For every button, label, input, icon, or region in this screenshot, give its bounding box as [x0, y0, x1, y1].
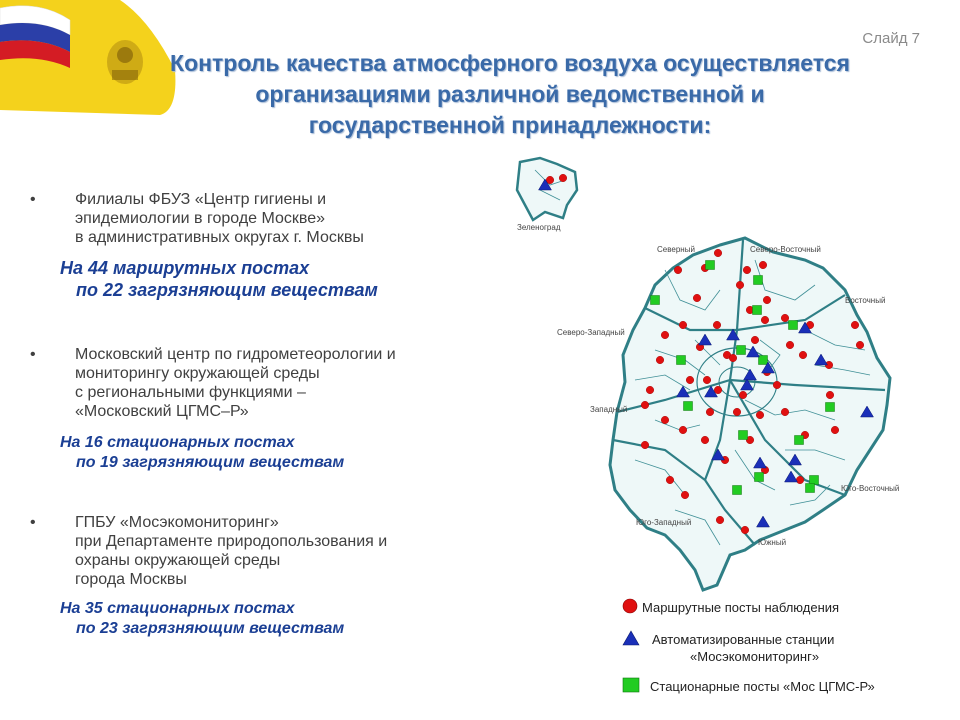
route-post-marker [714, 386, 722, 394]
route-post-marker [736, 281, 744, 289]
stationary-post-marker [706, 261, 715, 270]
route-post-marker [641, 441, 649, 449]
route-post-marker [751, 336, 759, 344]
item-text: «Московский ЦГМС–Р» [75, 403, 249, 420]
route-post-marker [799, 351, 807, 359]
route-post-marker [781, 314, 789, 322]
label-west: Западный [590, 405, 628, 414]
route-post-marker [763, 296, 771, 304]
route-post-marker [681, 491, 689, 499]
item-highlight [60, 433, 500, 473]
stationary-post-marker [651, 296, 660, 305]
route-post-marker [796, 476, 804, 484]
stationary-post-marker [737, 346, 746, 355]
stationary-post-marker [789, 321, 798, 330]
stationary-post-marker [810, 476, 819, 485]
stationary-post-marker [754, 276, 763, 285]
route-post-marker [686, 376, 694, 384]
item-text: Московский центр по гидрометеорологии и [75, 346, 396, 363]
highlight-line: На 16 стационарных постах [60, 434, 295, 451]
legend-auto-stations-line1: Автоматизированные станции [652, 632, 835, 647]
title-line: Контроль качества атмосферного воздуха осуществляется [170, 50, 850, 76]
stationary-post-marker [826, 403, 835, 412]
slide-number: Слайд 7 [862, 30, 920, 47]
route-post-marker [559, 174, 567, 182]
route-post-marker [781, 408, 789, 416]
route-post-marker [743, 266, 751, 274]
highlight-line: по 22 загрязняющим веществам [76, 280, 378, 300]
route-post-marker [713, 321, 721, 329]
stationary-post-marker [753, 306, 762, 315]
item-highlight [60, 599, 500, 639]
organizations-list [30, 190, 500, 639]
route-post-marker [693, 294, 701, 302]
route-post-marker [856, 341, 864, 349]
route-post-marker [756, 411, 764, 419]
item-highlight [60, 257, 500, 301]
title-line: организациями различной ведомственной и [255, 81, 765, 107]
route-post-marker [759, 261, 767, 269]
stationary-post-marker [677, 356, 686, 365]
stationary-post-marker [759, 356, 768, 365]
item-text: ГПБУ «Мосэкомониторинг» [75, 514, 279, 531]
route-post-marker [666, 476, 674, 484]
route-post-marker [741, 526, 749, 534]
coat-of-arms-icon [107, 40, 143, 84]
route-post-marker [703, 376, 711, 384]
item-text: с региональными функциями – [75, 384, 306, 401]
route-post-marker [761, 316, 769, 324]
stationary-post-marker [684, 402, 693, 411]
label-northwest: Северо-Западный [557, 328, 625, 337]
stationary-post-marker [733, 486, 742, 495]
page-title [150, 48, 870, 141]
route-post-marker [773, 381, 781, 389]
bullet-icon: • [30, 514, 36, 531]
item-text: при Департаменте природопользования и [75, 533, 388, 550]
route-post-marker [739, 391, 747, 399]
route-post-marker [641, 401, 649, 409]
stationary-post-marker [755, 473, 764, 482]
route-post-marker [701, 436, 709, 444]
route-post-marker [729, 354, 737, 362]
item-text: Филиалы ФБУЗ «Центр гигиены и [75, 191, 327, 208]
item-text: в административных округах г. Москвы [75, 229, 364, 246]
label-zelenograd: Зеленоград [517, 223, 561, 232]
route-post-marker [679, 321, 687, 329]
label-southeast: Юго-Восточный [841, 484, 900, 493]
title-line: государственной принадлежности: [308, 112, 712, 138]
route-post-marker [656, 356, 664, 364]
highlight-line: по 23 загрязняющим веществам [76, 620, 345, 637]
stationary-post-marker [806, 484, 815, 493]
legend-route-posts: Маршрутные посты наблюдения [642, 600, 840, 615]
label-northeast: Северо-Восточный [750, 245, 821, 254]
legend-auto-stations-line2: «Мосэкомониторинг» [690, 649, 820, 664]
item-text: мониторингу окружающей среды [75, 365, 320, 382]
highlight-line: по 19 загрязняющим веществам [76, 454, 345, 471]
stationary-post-icon [622, 677, 640, 693]
label-east: Восточный [845, 296, 886, 305]
list-item [30, 345, 500, 421]
route-post-marker [661, 331, 669, 339]
label-south: Южный [758, 538, 787, 547]
route-post-marker [826, 391, 834, 399]
route-post-marker [716, 516, 724, 524]
route-post-marker [733, 408, 741, 416]
item-text: города Москвы [75, 571, 187, 588]
stationary-post-marker [739, 431, 748, 440]
auto-station-icon [622, 630, 640, 646]
route-post-marker [851, 321, 859, 329]
route-post-marker [661, 416, 669, 424]
stationary-post-marker [795, 436, 804, 445]
route-post-icon [622, 598, 638, 614]
route-post-marker [786, 341, 794, 349]
route-post-marker [831, 426, 839, 434]
highlight-line: На 44 маршрутных постах [60, 258, 310, 278]
label-southwest: Юго-Западный [636, 518, 692, 527]
label-north: Северный [657, 245, 695, 254]
list-item [30, 513, 500, 589]
list-item [30, 190, 500, 247]
route-post-marker [674, 266, 682, 274]
bullet-icon: • [30, 191, 36, 208]
legend-stationary-posts: Стационарные посты «Мос ЦГМС-Р» [650, 679, 875, 694]
item-text: охраны окружающей среды [75, 552, 281, 569]
item-text: эпидемиологии в городе Москве» [75, 210, 326, 227]
moscow-monitoring-map [505, 150, 935, 600]
route-post-marker [706, 408, 714, 416]
route-post-marker [646, 386, 654, 394]
route-post-marker [714, 249, 722, 257]
highlight-line: На 35 стационарных постах [60, 600, 295, 617]
route-post-marker [679, 426, 687, 434]
bullet-icon: • [30, 346, 36, 363]
